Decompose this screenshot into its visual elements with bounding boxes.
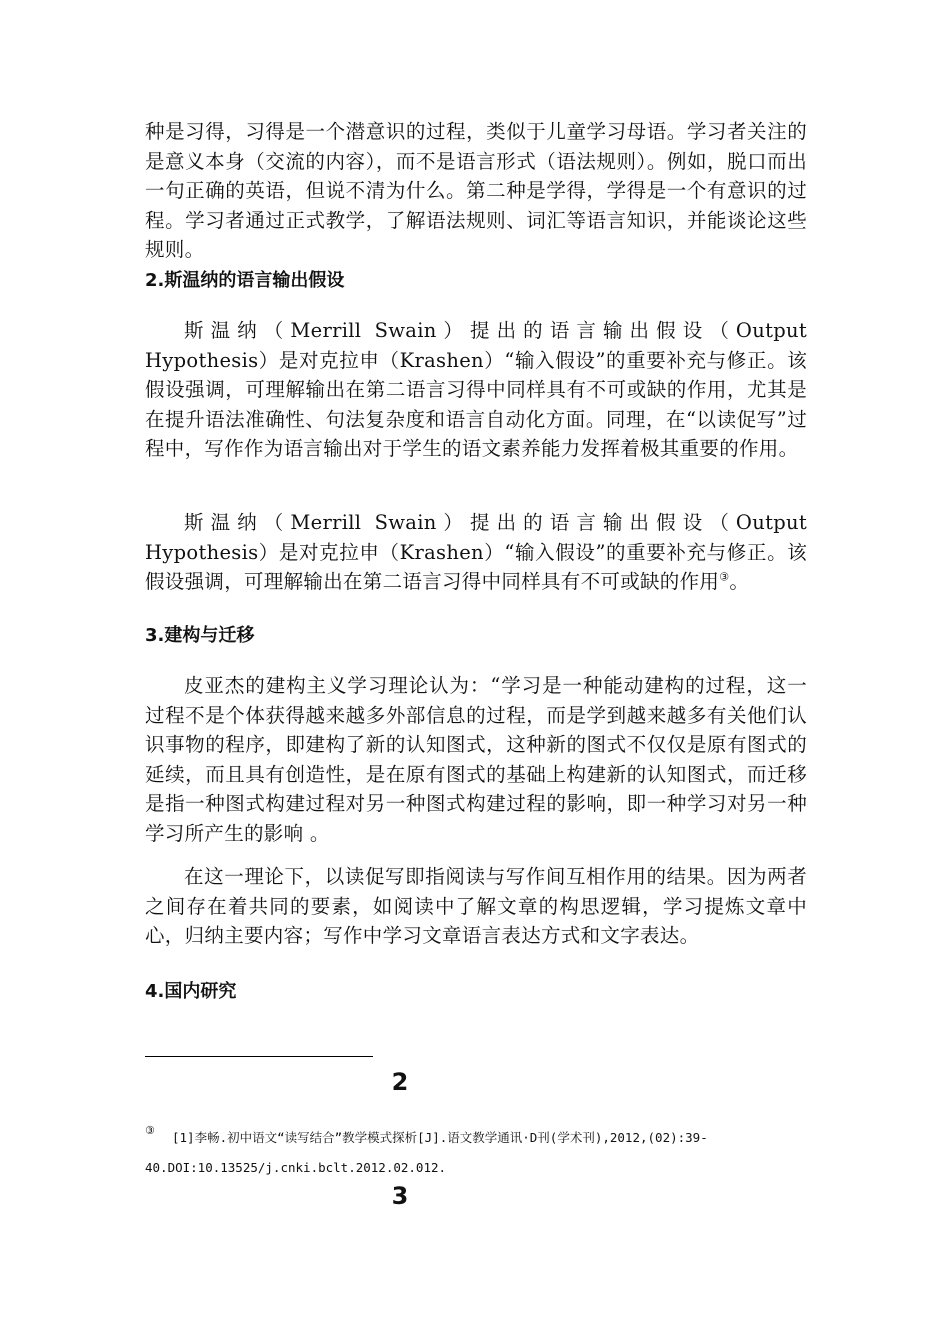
section-3-paragraph-1-block — [145, 671, 807, 848]
footnote-marker: ③ — [145, 1124, 155, 1137]
footnote-reference[interactable]: ③ — [719, 570, 730, 584]
section-2-paragraph-2-end: 。 — [729, 570, 750, 593]
footnote-line-2: 40.DOI:10.13525/j.cnki.bclt.2012.02.012. — [145, 1160, 447, 1175]
section-4-heading: 4.国内研究 — [145, 981, 237, 1002]
section-2-paragraph-1-block — [145, 316, 807, 464]
page-number-second: 3 — [391, 1182, 409, 1210]
footnote-separator — [145, 1056, 373, 1057]
section-3-heading: 3.建构与迁移 — [145, 625, 255, 646]
section-2-heading: 2.斯温纳的语言输出假设 — [145, 270, 345, 291]
section-2-paragraph-1: 斯温纳（Merrill Swain）提出的语言输出假设（Output Hypothesis）是对克拉申（Krashen）“输入假设”的重要补充与修正。该假设强调，可理解输出在第二语言习得中同样具有不可或缺的作用，尤其是在提升语法准确性、句法复杂度和语言自动化方面。同理，在“以读促写”过程中，写作作为语言输出对于学生的语文素养能力发挥着极其重要的作用。 — [145, 319, 807, 460]
section-3-paragraph-2-block — [145, 862, 807, 951]
section-2-paragraph-2-block — [145, 508, 807, 597]
intro-paragraph: 种是习得，习得是一个潜意识的过程，类似于儿童学习母语。学习者关注的是意义本身（交流的内容），而不是语言形式（语法规则）。例如，脱口而出一句正确的英语，但说不清为什么。第二种是学得，学得是一个有意识的过程。学习者通过正式教学，了解语法规则、词汇等语言知识，并能谈论这些规则。 — [145, 120, 807, 261]
section-2-paragraph-2 — [145, 508, 807, 597]
section-2-paragraph-2-text: 斯温纳（Merrill Swain）提出的语言输出假设（Output Hypothesis）是对克拉申（Krashen）“输入假设”的重要补充与修正。该假设强调，可理解输出在第二语言习得中同样具有不可或缺的作用 — [145, 511, 807, 593]
section-3-paragraph-2: 在这一理论下，以读促写即指阅读与写作间互相作用的结果。因为两者之间存在着共同的要素，如阅读中了解文章的构思逻辑，学习提炼文章中心，归纳主要内容；写作中学习文章语言表达方式和文字表达。 — [145, 865, 807, 947]
page-number-first: 2 — [391, 1068, 409, 1096]
intro-paragraph-block — [145, 117, 807, 265]
section-3-paragraph-1: 皮亚杰的建构主义学习理论认为：“学习是一种能动建构的过程，这一过程不是个体获得越来越多外部信息的过程，而是学到越来越多有关他们认识事物的程序，即建构了新的认知图式，这种新的图式不仅仅是原有图式的延续，而且具有创造性，是在原有图式的基础上构建新的认知图式，而迁移是指一种图式构建过程对另一种图式构建过程的影响，即一种学习对另一种学习所产生的影响 。 — [145, 674, 807, 845]
footnote-line-1: [1]李畅.初中语文“读写结合”教学模式探析[J].语文教学通讯·D刊(学术刊),2012,(02):39- — [172, 1130, 708, 1145]
